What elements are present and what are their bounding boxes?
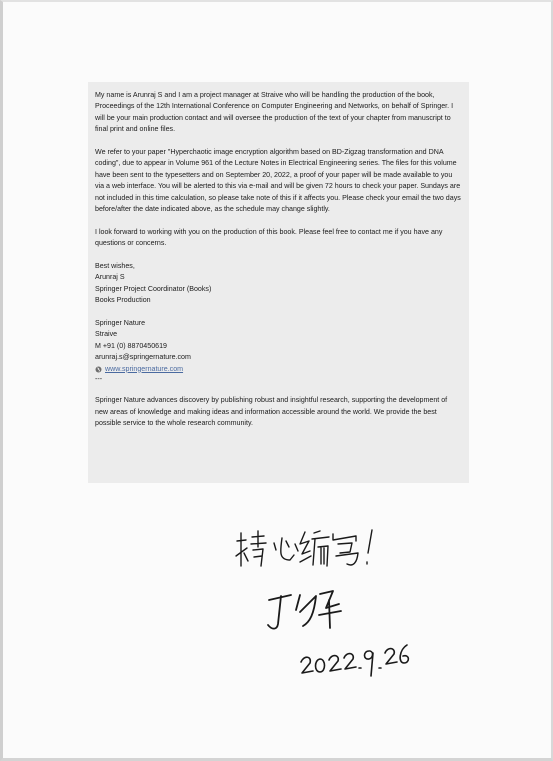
organization-sub: Straive [95, 330, 118, 339]
proof-paragraph: We refer to your paper "Hyperchaotic image encryption algorithm based on BD-Zigzag transformation and DNA coding", due to appear in Volume 961 of the Lecture Notes in Electrical Engineering series. The files for this volume have been sent to the typesetters and on September 20, 2022, a proof of your paper will be made available to you via a web interface. You will be alerted to this via e-mail and will be given 72 hours to check your paper. Sundays are not included in this time calculation, so please take note of this if it affects you. Please check your email the two days before/after the date indicated above, as the schedule may change slightly. [95, 148, 461, 214]
handwritten-note [236, 530, 372, 566]
closing-paragraph: I look forward to working with you on the production of this book. Please feel free to contact me if you have any questions or concerns. [95, 227, 443, 248]
footer-paragraph: Springer Nature advances discovery by publishing robust and insightful research, supporting the development of new areas of knowledge and making ideas and information accessible around the world. We provide the best possible service to the whole research community. [95, 396, 448, 428]
organization-name: Springer Nature [95, 319, 146, 328]
website-link[interactable]: www.springernature.com [105, 364, 184, 373]
phone-number: M +91 (0) 8870450619 [95, 341, 167, 350]
sender-title: Springer Project Coordinator (Books) [95, 284, 212, 293]
closing-salutation: Best wishes, [95, 262, 135, 271]
separator-text: --- [95, 375, 103, 384]
handwritten-date [301, 645, 408, 676]
intro-paragraph: My name is Arunraj S and I am a project manager at Straive who will be handling the production of the book, Proceedings of the 12th International Conference on Computer Engineering and Networks, on behalf of Springer. I will be your main production contact and will oversee the production of the text of your chapter from manuscript to final print and online files. [95, 91, 454, 134]
sender-department: Books Production [95, 296, 151, 305]
email-address[interactable]: arunraj.s@springernature.com [95, 353, 191, 362]
sender-name: Arunraj S [95, 273, 125, 282]
handwritten-signature [268, 591, 341, 629]
